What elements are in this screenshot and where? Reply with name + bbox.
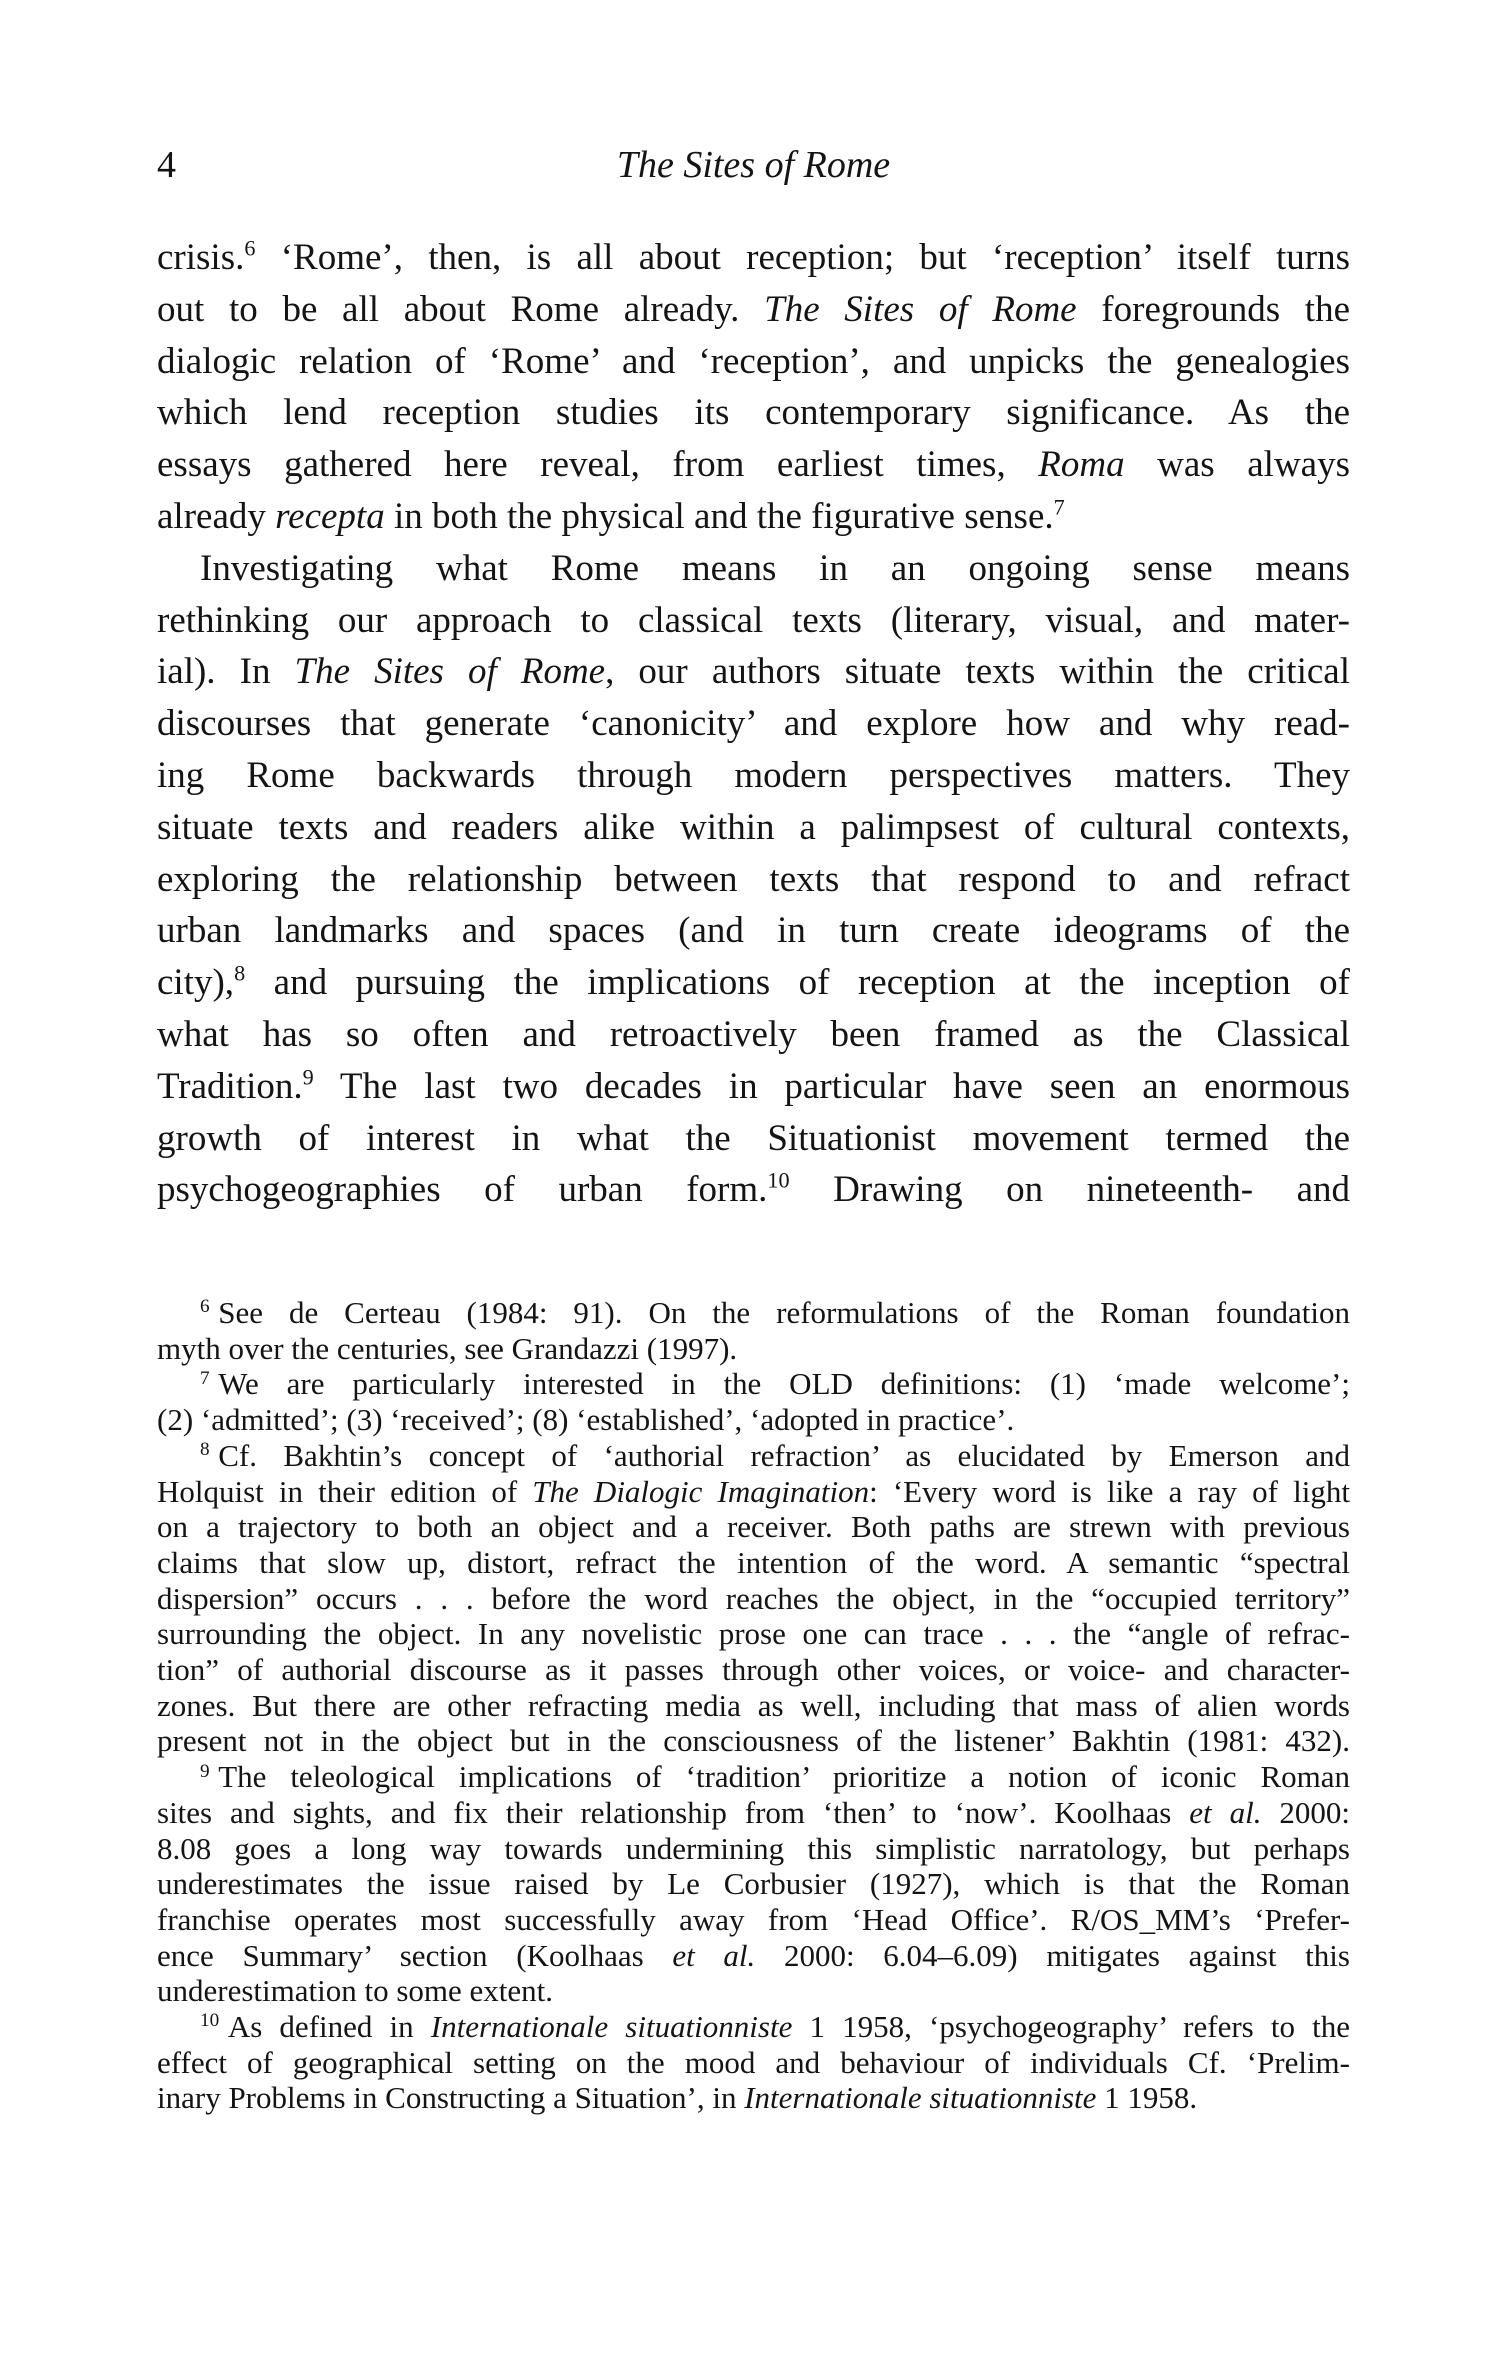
body-line <box>157 957 1350 1009</box>
text-run: : ‘Every word is like a ray of light <box>869 1473 1350 1509</box>
text-run: foregrounds the <box>1076 288 1350 330</box>
body-line <box>157 646 1350 698</box>
text-run: dispersion” occurs . . . before the word reaches the object, in the “occupied territory” <box>157 1580 1350 1616</box>
italic-text: et al. <box>672 1937 756 1973</box>
text-run: out to be all about Rome already. <box>157 288 765 330</box>
body-line <box>157 595 1350 647</box>
body-line <box>157 1061 1350 1113</box>
footnote-line <box>157 1938 1350 1974</box>
body-line <box>157 491 1350 543</box>
body-line <box>200 543 1350 595</box>
text-run: 2000: <box>1261 1794 1350 1830</box>
text-run: claims that slow up, distort, refract the intention of the word. A semantic “spectral <box>157 1544 1350 1580</box>
text-run: 1 1958. <box>1096 2080 1198 2116</box>
text-run: See de Certeau (1984: 91). On the reformulations of the Roman foundation <box>218 1295 1350 1330</box>
running-head <box>157 140 1350 190</box>
text-run: crisis. <box>157 237 245 278</box>
text-run: underestimates the issue raised by Le Corbusier (1927), which is that the Roman <box>157 1866 1350 1902</box>
body-line <box>157 439 1350 491</box>
body-line <box>157 336 1350 388</box>
text-run: city), <box>157 962 235 1004</box>
text-run: ial). In <box>157 651 295 693</box>
body-line <box>157 750 1350 802</box>
text-run: what has so often and retroactively been framed as the Classical <box>157 1014 1350 1055</box>
footnote-reference: 8 <box>234 960 246 986</box>
footnote-number: 6 <box>200 1296 210 1318</box>
body-line <box>157 1164 1350 1216</box>
italic-text: The Sites of Rome <box>294 651 606 693</box>
text-run: We are particularly interested in the OLD definitions: (1) ‘made welcome’; <box>218 1366 1350 1402</box>
text-run: The teleological implications of ‘tradition’ prioritize a notion of iconic Roman <box>218 1759 1350 1795</box>
italic-text: The Sites of Rome <box>764 288 1077 330</box>
footnote-line <box>157 2080 1350 2116</box>
body-line <box>157 854 1350 906</box>
footnote-line <box>157 1795 1350 1831</box>
text-run: effect of geographical setting on the mood and behaviour of individuals Cf. ‘Prelim- <box>157 2044 1350 2080</box>
text-run: franchise operates most successfully away from ‘Head Office’. R/OS_MM’s ‘Prefer- <box>157 1901 1350 1937</box>
text-run: ‘Rome’, then, is all about reception; but ‘reception’ itself turns <box>255 237 1350 278</box>
footnote-number: 10 <box>200 2010 220 2032</box>
text-run: myth over the centuries, see Grandazzi (1997). <box>157 1330 738 1366</box>
footnote-line <box>157 1973 1350 2009</box>
footnote-reference: 6 <box>244 235 256 261</box>
footnote-line <box>157 1331 1350 1367</box>
text-run: sites and sights, and fix their relationship from ‘then’ to ‘now’. Koolhaas <box>157 1794 1190 1830</box>
body-line <box>157 1113 1350 1165</box>
text-run: As defined in <box>227 2009 431 2044</box>
footnote-line <box>157 1723 1350 1759</box>
footnote-line <box>200 1759 1350 1795</box>
footnote-line <box>157 1616 1350 1652</box>
italic-text: The Dialogic Imagination <box>532 1473 870 1509</box>
footnote-reference: 9 <box>302 1064 314 1090</box>
text-run: growth of interest in what the Situationist movement termed the <box>157 1117 1350 1159</box>
text-run: exploring the relationship between texts that respond to and refract <box>157 858 1350 900</box>
text-run: situate texts and readers alike within a palimpsest of cultural contexts, <box>157 806 1350 848</box>
text-run: psychogeographies of urban form. <box>157 1169 768 1211</box>
text-run: essays gathered here reveal, from earliest times, <box>157 444 1039 486</box>
text-run: urban landmarks and spaces (and in turn create ideograms of the <box>157 910 1350 952</box>
footnote-line <box>200 1438 1350 1474</box>
footnote-line <box>157 1831 1350 1867</box>
body-line <box>157 802 1350 854</box>
text-run: 1 1958, ‘psychogeography’ refers to the <box>792 2009 1350 2044</box>
body-line <box>157 905 1350 957</box>
footnote-line <box>157 1688 1350 1724</box>
text-run: dialogic relation of ‘Rome’ and ‘reception’, and unpicks the genealogies <box>157 340 1350 382</box>
text-run: on a trajectory to both an object and a receiver. Both paths are strewn with previous <box>157 1509 1350 1545</box>
text-run: Tradition. <box>157 1065 303 1107</box>
text-run: ence Summary’ section (Koolhaas <box>157 1937 673 1973</box>
text-run: inary Problems in Constructing a Situation’, in <box>157 2080 745 2116</box>
body-line <box>157 232 1350 284</box>
text-run: underestimation to some extent. <box>157 1973 554 2009</box>
text-run: Drawing on nineteenth- and <box>789 1169 1350 1211</box>
footnote-line <box>200 2009 1350 2045</box>
footnote-reference: 7 <box>1053 494 1065 520</box>
text-run: zones. But there are other refracting media as well, including that mass of alien words <box>157 1687 1350 1723</box>
body-line <box>157 387 1350 439</box>
text-run: Holquist in their edition of <box>157 1473 533 1509</box>
text-run: (2) ‘admitted’; (3) ‘received’; (8) ‘established’, ‘adopted in practice’. <box>157 1402 1015 1438</box>
body-line <box>157 698 1350 750</box>
italic-text: Internationale situationniste <box>430 2009 793 2044</box>
text-run: ing Rome backwards through modern perspectives matters. They <box>157 755 1350 796</box>
italic-text: recepta <box>275 496 385 537</box>
footnote-line <box>157 1902 1350 1938</box>
text-run: discourses that generate ‘canonicity’ and explore how and why read- <box>157 703 1350 745</box>
footnote-line <box>200 1366 1350 1402</box>
text-run: rethinking our approach to classical texts (literary, visual, and mater- <box>157 599 1350 641</box>
footnote-line <box>157 1474 1350 1510</box>
page-number: 4 <box>157 144 176 186</box>
footnote-number: 7 <box>200 1367 210 1389</box>
text-run: was always <box>1124 444 1350 486</box>
italic-text: Internationale situationniste <box>744 2080 1097 2116</box>
text-run: present not in the object but in the consciousness of the listener’ Bakhtin (1981: 432). <box>157 1723 1350 1759</box>
text-run: surrounding the object. In any novelistic prose one can trace . . . the “angle of refrac- <box>157 1616 1350 1652</box>
footnote-line <box>157 1581 1350 1617</box>
text-run: Investigating what Rome means in an ongoing sense means <box>200 547 1350 589</box>
running-title: The Sites of Rome <box>616 144 891 186</box>
text-run: already <box>157 496 276 537</box>
footnote-number: 8 <box>200 1439 210 1461</box>
footnote-line <box>157 1866 1350 1902</box>
footnote-number: 9 <box>200 1760 210 1782</box>
footnote-reference: 10 <box>767 1168 790 1194</box>
text-run: which lend reception studies its contemporary significance. As the <box>157 392 1350 434</box>
text-run: in both the physical and the figurative sense. <box>384 496 1054 537</box>
text-run: tion” of authorial discourse as it passes through other voices, or voice- and character- <box>157 1652 1350 1687</box>
footnote-line <box>157 1652 1350 1688</box>
body-line <box>157 284 1350 336</box>
footnote-line <box>157 2045 1350 2081</box>
text-run: , our authors situate texts within the critical <box>605 651 1350 693</box>
footnote-line <box>157 1509 1350 1545</box>
text-run: and pursuing the implications of reception at the inception of <box>245 962 1350 1004</box>
text-run: Cf. Bakhtin’s concept of ‘authorial refraction’ as elucidated by Emerson and <box>218 1437 1350 1473</box>
italic-text: Roma <box>1038 444 1125 486</box>
footnote-line <box>200 1295 1350 1331</box>
text-run: 8.08 goes a long way towards undermining this simplistic narratology, but perhaps <box>157 1830 1350 1866</box>
footnote-line <box>157 1545 1350 1581</box>
italic-text: et al. <box>1189 1794 1262 1830</box>
footnote-line <box>157 1402 1350 1438</box>
text-run: 2000: 6.04–6.09) mitigates against this <box>755 1937 1350 1973</box>
body-line <box>157 1009 1350 1061</box>
text-run: The last two decades in particular have seen an enormous <box>313 1065 1350 1107</box>
